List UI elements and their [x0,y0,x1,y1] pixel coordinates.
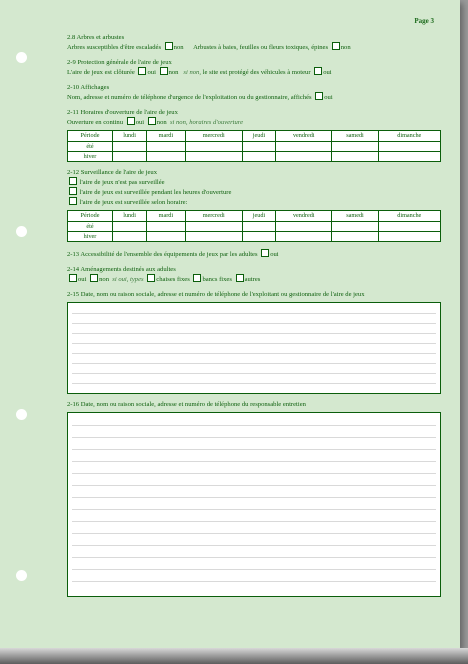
checkbox[interactable] [261,249,269,257]
checkbox[interactable] [148,117,156,125]
table-cell[interactable] [378,232,440,242]
table-cell[interactable] [276,142,332,152]
checkbox-label: non [168,69,179,76]
section-title: 2-10 Affichages [67,84,110,91]
checkbox-label: oui [323,69,332,76]
checkbox[interactable] [236,274,244,282]
checkbox[interactable] [314,67,322,75]
column-header: jeudi [242,131,275,142]
table-cell[interactable] [332,232,378,242]
question-text: 2-13 Accessibilité de l'ensemble des équipements de jeux par les adultes [67,251,258,258]
checkbox[interactable] [90,274,98,282]
binder-hole [16,52,27,63]
column-header: dimanche [378,211,440,222]
checkbox[interactable] [193,274,201,282]
table-cell[interactable] [242,232,275,242]
column-header: vendredi [276,131,332,142]
column-header: samedi [332,131,378,142]
column-header: dimanche [378,131,440,142]
section-2-12 [67,169,441,242]
checkbox-label: non [156,119,167,126]
conditional-text: si non, [183,69,202,76]
column-header: mardi [147,211,185,222]
checkbox[interactable] [127,117,135,125]
checkbox-label: oui [135,119,145,126]
row-label: été [68,222,113,232]
checkbox[interactable] [69,197,77,205]
table-cell[interactable] [147,222,185,232]
column-header: lundi [113,131,147,142]
checkbox[interactable] [138,67,146,75]
question-text: L'aire de jeux est clôturée [67,69,135,76]
row-label: hiver [68,232,113,242]
table-cell[interactable] [276,222,332,232]
section-2-8 [67,34,441,52]
table-row [68,222,441,232]
checkbox-label: non [99,276,109,283]
checkbox[interactable] [160,67,168,75]
conditional-text: si oui, types [112,276,144,283]
table-cell[interactable] [147,142,185,152]
section-2-14 [67,266,441,284]
section-title: 2-11 Horaires d'ouverture de l'aire de jeux [67,109,178,116]
column-header: Période [68,131,113,142]
table-cell[interactable] [185,232,242,242]
table-cell[interactable] [113,152,147,162]
question-text: le site est protégé des véhicules à moteur [202,69,311,76]
column-header: mercredi [185,211,242,222]
conditional-text: si non, horaires d'ouverture [169,119,244,126]
column-header: vendredi [276,211,332,222]
section-title: 2-15 Date, nom ou raison sociale, adresse et numéro de téléphone de l'exploitant ou gestionnaire de l'aire de jeux [67,291,365,298]
table-cell[interactable] [185,152,242,162]
checkbox-label: oui [147,69,156,76]
table-cell[interactable] [332,152,378,162]
table-cell[interactable] [378,222,440,232]
table-cell[interactable] [185,222,242,232]
section-2-13 [67,249,441,259]
binder-hole [16,570,27,581]
table-cell[interactable] [332,222,378,232]
checkbox-label: autres [244,276,261,283]
table-row [68,152,441,162]
table-cell[interactable] [113,222,147,232]
table-cell[interactable] [378,152,440,162]
table-cell[interactable] [242,222,275,232]
checkbox-label: oui [324,94,333,101]
checkbox-label: chaises fixes [156,276,190,283]
checkbox-label: non [173,44,184,51]
checkbox[interactable] [147,274,155,282]
section-title: 2-9 Protection générale de l'aire de jeux [67,59,172,66]
table-cell[interactable] [113,232,147,242]
section-title: 2-14 Aménagements destinés aux adultes [67,266,176,273]
question-text: Nom, adresse et numéro de téléphone d'urgence de l'exploitation ou du gestionnaire, affichés [67,94,312,101]
table-header-row [68,211,441,222]
page-shadow [0,648,468,664]
table-row [68,232,441,242]
opening-hours-table [67,130,441,162]
page-number: Page 3 [414,17,434,25]
checkbox[interactable] [332,42,340,50]
question-text: Ouverture en continu [67,119,124,126]
table-cell[interactable] [185,142,242,152]
question-text: Arbres susceptibles d'être escaladés [67,44,162,51]
section-2-15 [67,291,441,394]
checkbox-label: l'aire de jeux est surveillée pendant les heures d'ouverture [79,189,232,196]
checkbox-label: oui [78,276,87,283]
row-label: été [68,142,113,152]
checkbox[interactable] [69,187,77,195]
section-2-9 [67,59,441,77]
column-header: lundi [113,211,147,222]
table-cell[interactable] [332,142,378,152]
section-2-16 [67,401,441,597]
checkbox[interactable] [315,92,323,100]
column-header: mardi [147,131,185,142]
checkbox-label: oui [270,251,279,258]
table-cell[interactable] [276,232,332,242]
column-header: samedi [332,211,378,222]
binder-hole [16,409,27,420]
table-cell[interactable] [147,232,185,242]
checkbox-label: bancs fixes [202,276,232,283]
column-header: jeudi [242,211,275,222]
question-text: Arbustes à baies, feuilles ou fleurs toxiques, épines [193,44,329,51]
table-cell[interactable] [276,152,332,162]
table-cell[interactable] [378,142,440,152]
table-cell[interactable] [242,152,275,162]
operator-info-textarea[interactable] [67,302,441,394]
form-content [67,34,441,604]
table-cell[interactable] [113,142,147,152]
binder-hole [16,226,27,237]
table-row [68,142,441,152]
row-label: hiver [68,152,113,162]
section-2-11 [67,109,441,162]
column-header: mercredi [185,131,242,142]
checkbox[interactable] [69,274,77,282]
checkbox-label: l'aire de jeux est surveillée selon horaire: [79,199,188,206]
table-cell[interactable] [242,142,275,152]
maintenance-info-textarea[interactable] [67,412,441,597]
checkbox[interactable] [69,177,77,185]
table-header-row [68,131,441,142]
checkbox-label: non [340,44,351,51]
section-2-10 [67,84,441,102]
section-title: 2-12 Surveillance de l'aire de jeux [67,169,157,176]
section-title: 2.8 Arbres et arbustes [67,34,125,41]
section-title: 2-16 Date, nom ou raison sociale, adresse et numéro de téléphone du responsable entretien [67,401,306,408]
supervision-hours-table [67,210,441,242]
column-header: Période [68,211,113,222]
checkbox-label: l'aire de jeux n'est pas surveillée [79,179,165,186]
table-cell[interactable] [147,152,185,162]
checkbox[interactable] [165,42,173,50]
